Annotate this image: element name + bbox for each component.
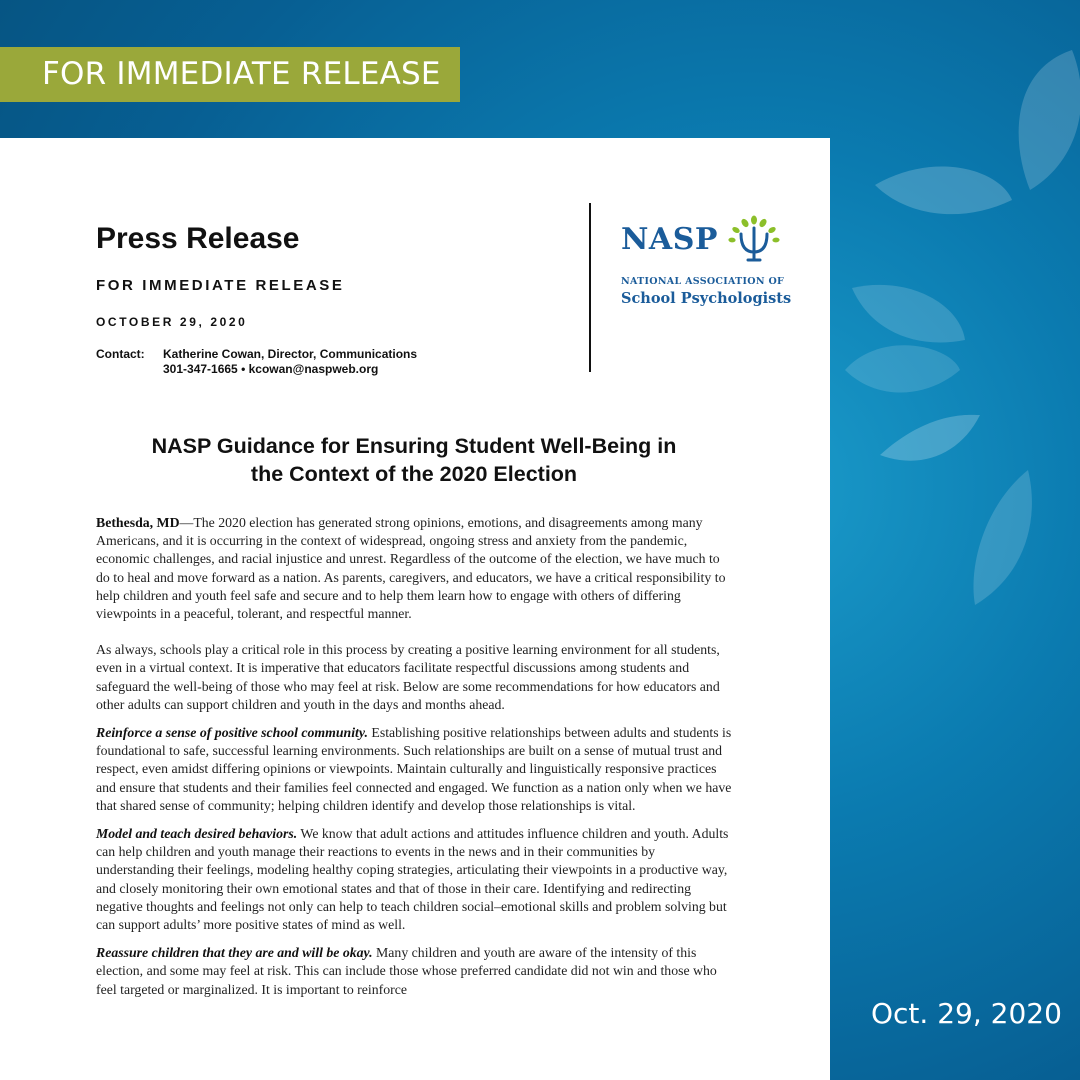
leaf-icon xyxy=(1019,50,1080,190)
section-lead: Model and teach desired behaviors. xyxy=(96,826,298,842)
paragraph: Reassure children that they are and will be okay. Many children and youth are aware of the intensity of this election, and some may feel at risk. This can include those whose preferred candidate did not win and those who feel targeted or marginalized. It is important to reinforce xyxy=(96,945,717,997)
paragraph: Reinforce a sense of positive school community. Establishing positive relationships between adults and students is foundational to safe, successful learning environments. Such relationships are built on a sense of mutual trust and respect, even amidst differing opinions or viewpoints. Maintain culturally and linguistically responsive practices and ensure that students and their families feel connected and engaged. We function as a nation only when we have that shared sense of community; helping children identify and develop those relationships is vital. xyxy=(96,725,732,813)
body-text xyxy=(96,514,732,1009)
leaf-icon xyxy=(973,470,1031,605)
headline xyxy=(96,432,732,488)
immediate-release-banner: FOR IMMEDIATE RELEASE xyxy=(0,47,460,102)
release-date: OCTOBER 29, 2020 xyxy=(96,315,248,329)
date-badge: Oct. 29, 2020 xyxy=(871,997,1062,1030)
headline-line: the Context of the 2020 Election xyxy=(250,462,578,486)
press-release-title: Press Release xyxy=(96,222,300,255)
nasp-logo xyxy=(621,210,791,320)
leaf-icon xyxy=(880,415,980,461)
leaf-icon xyxy=(845,345,960,392)
immediate-release-label: FOR IMMEDIATE RELEASE xyxy=(96,277,345,294)
contact-label: Contact: xyxy=(96,347,145,361)
contact-details: 301-347-1665 • kcowan@naspweb.org xyxy=(163,361,379,376)
contact-name: Katherine Cowan, Director, Communications xyxy=(163,347,418,361)
paragraph: Bethesda, MD—The 2020 election has generated strong opinions, emotions, and disagreements among many Americans, and it is occurring in the context of widespread, ongoing stress and anxiety from the pandemic, economic challenges, and racial injustice and unrest. Regardless of the outcome of the election, we have much to do to heal and move forward as a nation. As parents, caregivers, and educators, we have a critical responsibility to help children and youth feel safe and secure and to help them learn how to engage with others of differing viewpoints in a peaceful, tolerant, and respectful manner. xyxy=(96,515,726,622)
paragraph: Model and teach desired behaviors. We know that adult actions and attitudes influence children and youth. Adults can help children and youth manage their reactions to events in the news and in their communities by understanding their feelings, modeling healthy coping strategies, articulating their viewpoints in a productive way, and closely monitoring their own emotional states and that of those in their care. Identifying and redirecting negative thoughts and feelings not only can help to teach children social–emotional skills and problem solving but can support adults’ more positive states of mind as well. xyxy=(96,826,729,933)
dateline: Bethesda, MD xyxy=(96,515,180,530)
psi-tree-icon xyxy=(727,214,781,264)
logo-wordmark: NASP xyxy=(621,222,718,257)
headline-line: NASP Guidance for Ensuring Student Well-Being in xyxy=(151,434,677,458)
logo-name: School Psychologists xyxy=(621,290,792,307)
leaf-icon xyxy=(875,166,1012,214)
section-lead: Reassure children that they are and will be okay. xyxy=(96,945,373,961)
paragraph: As always, schools play a critical role in this process by creating a positive learning environment for all students, even in a virtual context. It is imperative that educators facilitate respectful discussions among students and safeguard the well-being of those who may feel at risk. Below are some recommendations for how educators and other adults can support children and youth in the days and months ahead. xyxy=(96,642,720,712)
press-release-document xyxy=(0,138,830,1080)
logo-subtitle: NATIONAL ASSOCIATION OF xyxy=(621,276,785,287)
section-lead: Reinforce a sense of positive school community. xyxy=(96,725,368,741)
leaf-icon xyxy=(852,285,965,343)
header-divider xyxy=(589,203,591,372)
